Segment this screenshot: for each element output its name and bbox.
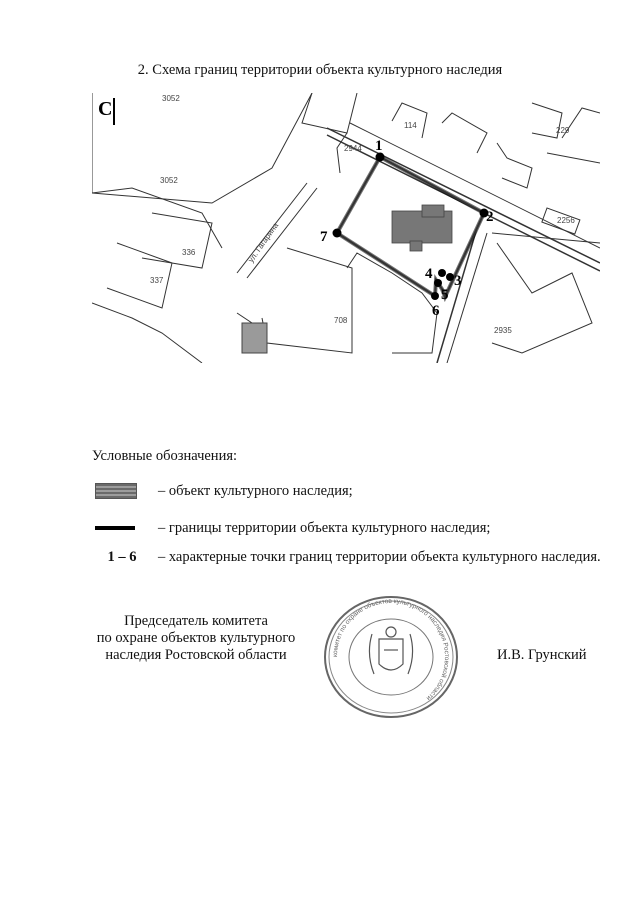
- point-label-4: 4: [425, 266, 433, 282]
- street-label: ул. Гагарина: [246, 221, 281, 265]
- official-seal: [322, 594, 460, 720]
- site-plan-map: [92, 93, 600, 363]
- map-label-3052b: 3052: [160, 176, 178, 185]
- heritage-building: [392, 205, 452, 251]
- boundary-point-6: [431, 292, 439, 300]
- boundary-point-5: [434, 279, 442, 287]
- map-label-337: 337: [150, 276, 164, 285]
- legend-boundary-text: – границы территории объекта культурного наследия;: [158, 520, 491, 536]
- signatory-position: [92, 613, 300, 664]
- point-label-7: 7: [320, 229, 328, 245]
- boundary-point-7: [333, 229, 342, 238]
- map-label-336: 336: [182, 248, 196, 257]
- map-label-114: 114: [404, 121, 417, 130]
- legend-object-symbol: [95, 483, 137, 499]
- seal-text: комитет по охране объектов культурного наследия Ростовской области: [331, 597, 451, 702]
- point-label-3: 3: [454, 273, 462, 289]
- boundary-point-4: [438, 269, 446, 277]
- map-label-2944: 2944: [344, 144, 362, 153]
- legend-object-text: – объект культурного наследия;: [158, 483, 353, 499]
- legend-boundary-symbol: [95, 526, 135, 530]
- point-label-5: 5: [441, 287, 449, 303]
- map-label-708: 708: [334, 316, 348, 325]
- map-label-2935: 2935: [494, 326, 512, 335]
- signatory-position-line2: по охране объектов культурного: [96, 630, 296, 646]
- point-label-1: 1: [375, 138, 383, 154]
- signatory-position-line1: Председатель комитета: [124, 613, 268, 629]
- legend-points-text: – характерные точки границ территории объекта культурного наследия.: [158, 549, 601, 565]
- map-label-2256: 2256: [557, 216, 575, 225]
- map-label-3052a: 3052: [162, 94, 180, 103]
- signatory-name: И.В. Грунский: [497, 647, 587, 663]
- map-label-229: 229: [556, 126, 570, 135]
- document-title: 2. Схема границ территории объекта культурного наследия: [137, 62, 503, 78]
- point-label-6: 6: [432, 303, 440, 319]
- legend-heading: Условные обозначения:: [92, 448, 238, 464]
- coat-of-arms-icon: [369, 627, 412, 674]
- signatory-position-line3: наследия Ростовской области: [105, 647, 287, 663]
- legend-points-range: 1 – 6: [107, 549, 137, 565]
- point-label-2: 2: [486, 209, 494, 225]
- north-mark: С: [98, 98, 113, 120]
- boundary-point-3: [446, 273, 454, 281]
